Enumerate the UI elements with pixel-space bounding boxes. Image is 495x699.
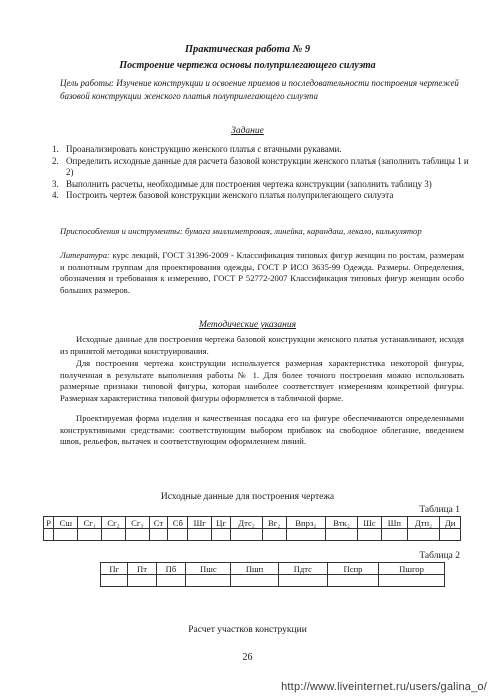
- task-text: Выполнить расчеты, необходимые для построения чертежа конструкции (заполнить таблицу 3): [66, 178, 432, 189]
- table-cell: [357, 529, 381, 541]
- task-number: 1.: [52, 144, 59, 154]
- table-cell: [286, 529, 326, 541]
- table-header-cell: Пшгор: [379, 563, 445, 575]
- watermark-url: http://www.liveinternet.ru/users/galina_o/: [281, 681, 487, 693]
- table-header-cell: Цг: [212, 517, 231, 529]
- table-cell: [125, 529, 149, 541]
- literature-paragraph: [60, 250, 464, 296]
- method-paragraph: Для построения чертежа конструкции используется размерная характеристика некоторой фигуры, полученная в результате выполнения работы № 1. Для более точного построения можно использовать размерные признаки типовой фигуры, которая наиболее соответствует измерениям конкретной фигуры. Размерная характеристика типовой фигуры оформляется в табличной форме.: [60, 358, 464, 403]
- table-cell: [212, 529, 231, 541]
- table-header-cell: Пшп: [231, 563, 278, 575]
- table-cell: [382, 529, 408, 541]
- table-header-cell: Пт: [128, 563, 156, 575]
- table-caption: Исходные данные для построения чертежа: [160, 492, 335, 502]
- table-2: [100, 562, 445, 587]
- table-cell: [186, 575, 231, 587]
- table-cell: [231, 529, 262, 541]
- task-list: [52, 144, 472, 202]
- table2-label: Таблица 2: [419, 551, 460, 561]
- table-cell: [156, 575, 186, 587]
- calc-heading: Расчет участков конструкции: [188, 625, 307, 635]
- table1-label: Таблица 1: [419, 505, 460, 515]
- table-header-cell: Дтс₂: [231, 517, 262, 529]
- literature-label: Литература:: [60, 250, 110, 260]
- table-cell: [149, 529, 168, 541]
- task-text: Проанализировать конструкцию женского платья с втачными рукавами.: [66, 144, 342, 154]
- table-header-cell: Пб: [156, 563, 186, 575]
- table-cell: [128, 575, 156, 587]
- task-number: 3.: [52, 178, 59, 189]
- table-header-cell: Сш: [54, 517, 78, 529]
- table-cell: [262, 529, 286, 541]
- tools-paragraph: Приспособления и инструменты: бумага миллиметровая, линейка, карандаш, лекало, калькулятор: [60, 226, 422, 236]
- goal-paragraph: Цель работы: Изучение конструкции и освоение приемов и последовательности построения чертежей базовой конструкции женского платья полуприлегающего силуэта: [60, 78, 459, 101]
- page-subtitle: Построение чертежа основы полуприлегающего силуэта: [119, 60, 376, 71]
- table-header-row: [101, 563, 445, 575]
- table-cell: [328, 575, 379, 587]
- page-title: Практическая работа № 9: [184, 44, 311, 55]
- page-number: 26: [242, 652, 253, 663]
- table-header-cell: Сг₂: [102, 517, 126, 529]
- table-cell: [102, 529, 126, 541]
- table-cell: [54, 529, 78, 541]
- table-header-row: [44, 517, 461, 529]
- table-cell: [278, 575, 327, 587]
- table-cell: [188, 529, 212, 541]
- method-paragraph: Проектируемая форма изделия и качественная посадка его на фигуре обеспечиваются определенными конструктивными средствами: соответствующим выбором прибавок на свободное облегание, введением швов, рельефов, вытачек и соответствующим оформлением линий.: [60, 413, 464, 446]
- table-empty-row: [44, 529, 461, 541]
- table-header-cell: Сг₃: [125, 517, 149, 529]
- table-cell: [379, 575, 445, 587]
- task-item: [52, 190, 472, 202]
- table-header-cell: Втк₂: [326, 517, 358, 529]
- table-header-cell: Впрз₂: [286, 517, 326, 529]
- table-header-cell: Пшс: [186, 563, 231, 575]
- table-header-cell: Сб: [168, 517, 188, 529]
- table-cell: [407, 529, 440, 541]
- table-header-cell: Шг: [188, 517, 212, 529]
- method-heading: Методические указания: [198, 320, 297, 330]
- table-header-cell: Ст: [149, 517, 168, 529]
- table-cell: [326, 529, 358, 541]
- table-cell: [44, 529, 54, 541]
- table-empty-row: [101, 575, 445, 587]
- table-header-cell: Ди: [440, 517, 461, 529]
- table-header-cell: Шп: [382, 517, 408, 529]
- table-1: [43, 516, 461, 541]
- method-paragraph: Исходные данные для построения чертежа базовой конструкции женского платья устанавливают, исходя из принятой методики конструирования.: [60, 334, 464, 356]
- task-heading: Задание: [231, 126, 264, 136]
- table-header-cell: Вг₂: [262, 517, 286, 529]
- table-header-cell: Шс: [357, 517, 381, 529]
- table-header-cell: Р: [44, 517, 54, 529]
- table-cell: [101, 575, 128, 587]
- table-header-cell: Сг₁: [78, 517, 102, 529]
- table-cell: [78, 529, 102, 541]
- literature-text: курс лекций, ГОСТ 31396-2009 - Классификация типовых фигур женщин по ростам, размерам и полнотным группам для проектирования одежды, ГОСТ Р ИСО 3635-99 Одежда. Размеры. Определения, обозначения и требования к измерению, ГОСТ Р 52772-2007 Классификация типовых фигур женщин особо больших размеров.: [60, 250, 464, 295]
- table-header-cell: Пдтс: [278, 563, 327, 575]
- task-item: [52, 179, 472, 191]
- task-text: Построить чертеж базовой конструкции женского платья полуприлегающего силуэта: [66, 190, 394, 200]
- task-number: 4.: [52, 190, 59, 200]
- task-item: [52, 144, 472, 156]
- task-text: Определить исходные данные для расчета базовой конструкции женского платья (заполнить таблицы 1 и 2): [66, 155, 469, 177]
- table-header-cell: Пг: [101, 563, 128, 575]
- task-item: [52, 156, 472, 179]
- table-cell: [168, 529, 188, 541]
- table-cell: [231, 575, 278, 587]
- table-header-cell: Дтп₂: [407, 517, 440, 529]
- task-number: 2.: [52, 155, 59, 166]
- table-cell: [440, 529, 461, 541]
- table-header-cell: Пспр: [328, 563, 379, 575]
